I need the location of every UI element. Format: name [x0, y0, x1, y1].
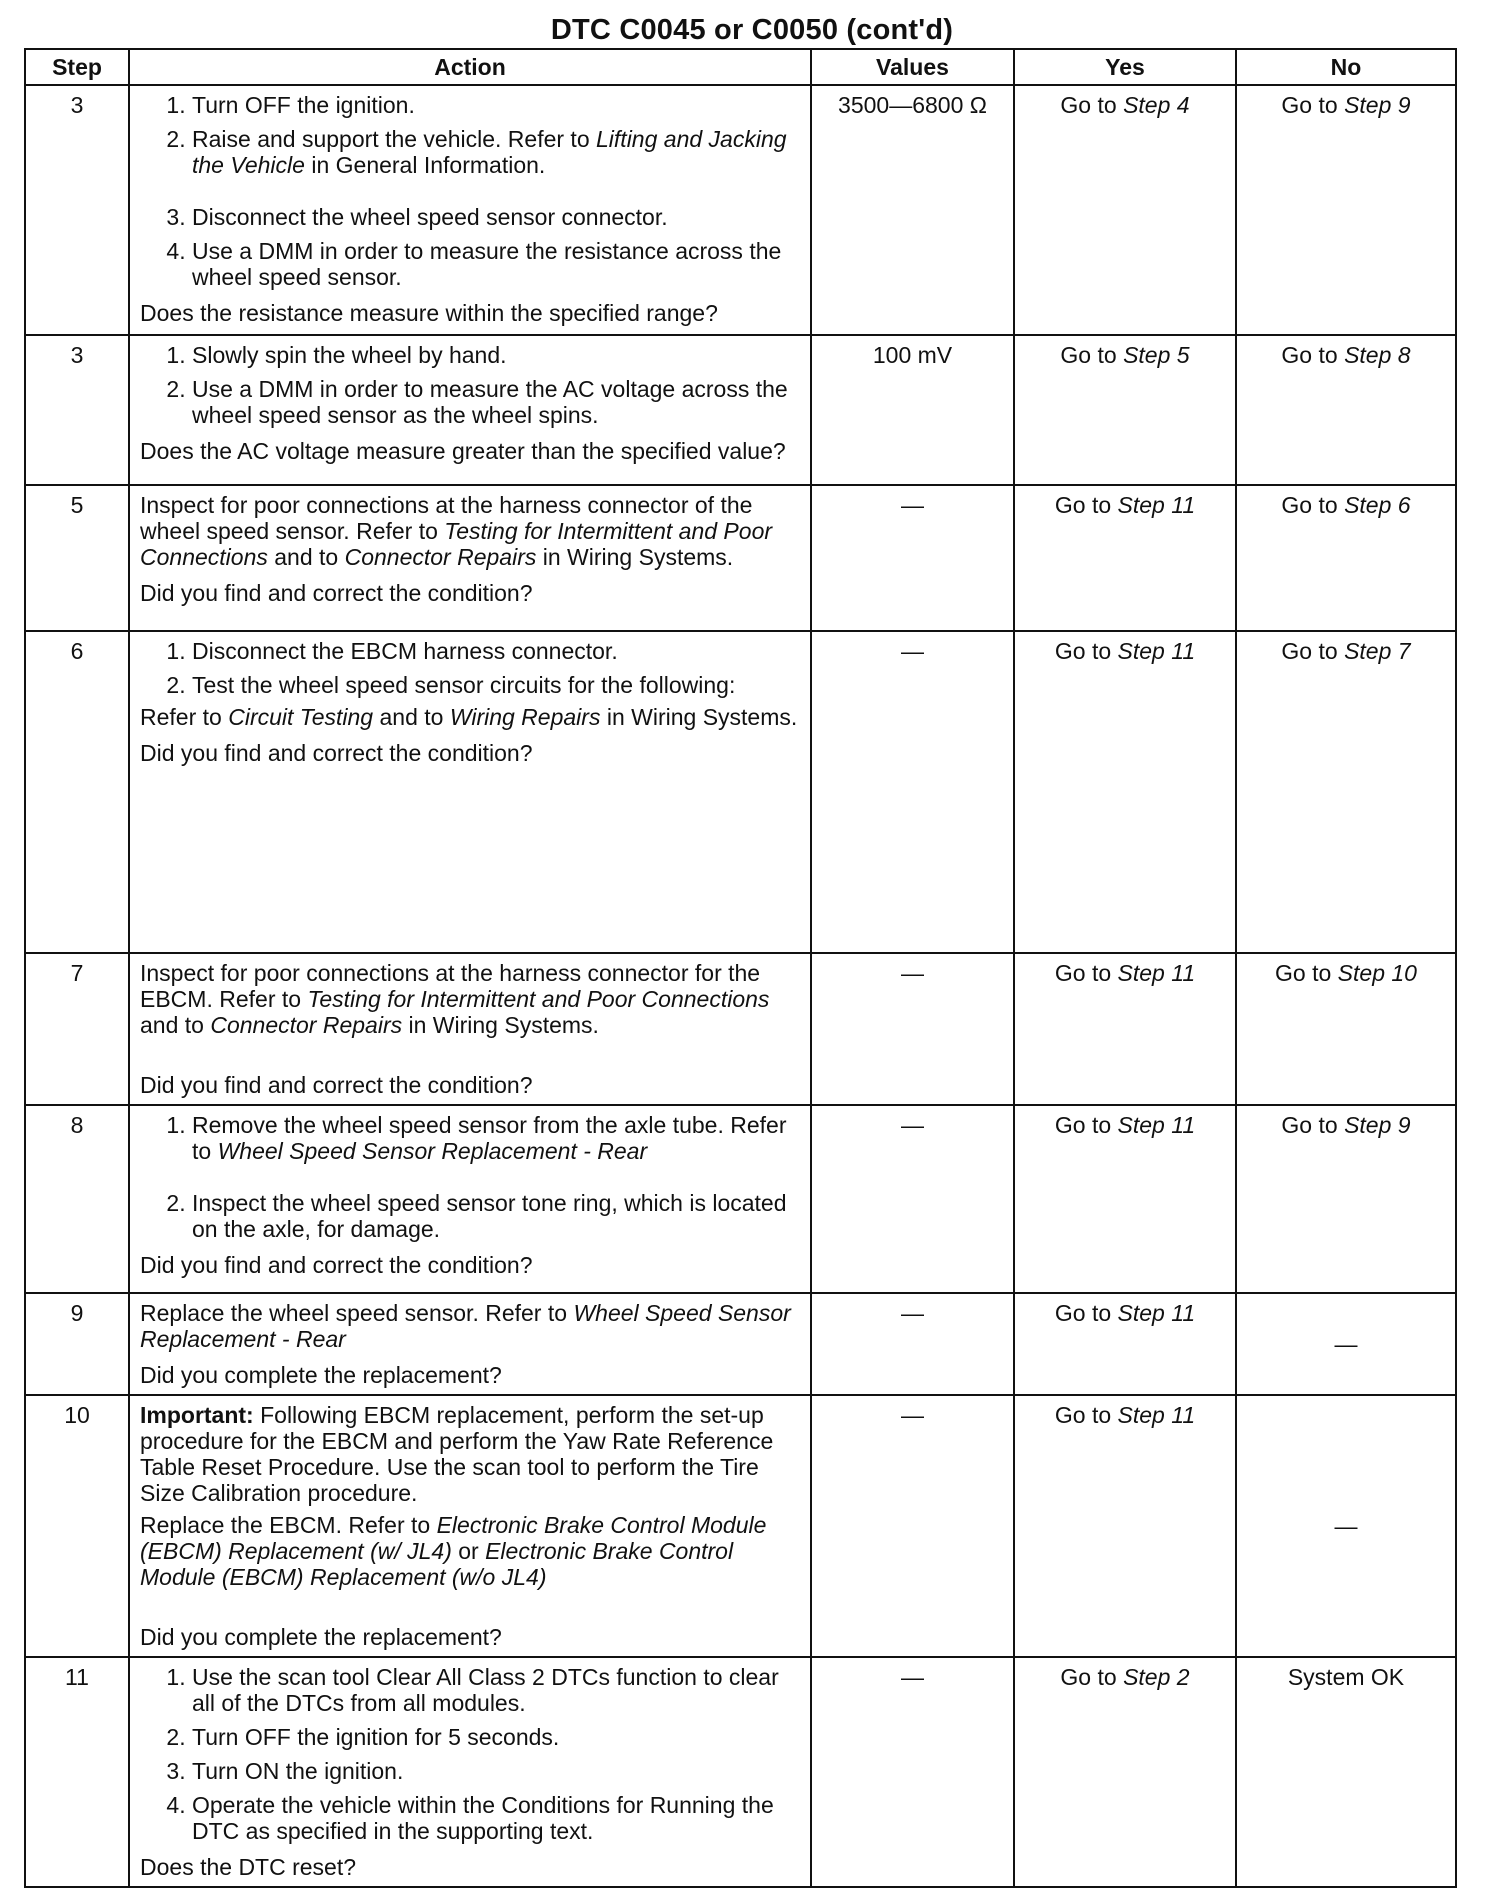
text-segment: and to — [140, 1012, 211, 1038]
goto-step: Step 11 — [1117, 960, 1196, 986]
table-row — [25, 485, 1456, 631]
goto-step: Step 8 — [1344, 342, 1411, 368]
goto-prefix: Go to — [1281, 1112, 1345, 1138]
action-text — [140, 492, 800, 570]
goto-step: Step 11 — [1117, 1300, 1196, 1326]
action-question: Did you complete the replacement? — [140, 1624, 502, 1650]
step-number: 5 — [25, 485, 129, 631]
cross-reference: Wheel Speed Sensor Replacement - Rear — [140, 1300, 791, 1352]
cross-reference: Testing for Intermittent and Poor Connections — [307, 986, 770, 1012]
value-cell: — — [811, 953, 1014, 1105]
step-number: 9 — [25, 1293, 129, 1395]
action-question: Did you find and correct the condition? — [140, 580, 533, 606]
text-segment: in General Information. — [304, 152, 546, 178]
text-segment: Refer to — [140, 704, 229, 730]
table-header-row — [25, 49, 1456, 85]
spacer — [140, 1596, 800, 1614]
goto-step: Step 11 — [1117, 492, 1196, 518]
procedure-item: 1. Slowly spin the wheel by hand. — [192, 342, 800, 368]
table-row — [25, 1657, 1456, 1887]
action-cell — [129, 1293, 811, 1395]
no-cell — [1236, 1293, 1456, 1395]
goto-prefix: Go to — [1060, 1664, 1124, 1690]
procedure-item: 1. Use the scan tool Clear All Class 2 DTCs function to clear all of the DTCs from all modules. — [192, 1664, 800, 1716]
goto-prefix: Go to — [1054, 492, 1118, 518]
goto-step: Step 7 — [1344, 638, 1411, 664]
value-cell: — — [811, 1105, 1014, 1293]
text-segment: and to — [267, 544, 345, 570]
action-question: Does the DTC reset? — [140, 1854, 357, 1880]
step-number: 6 — [25, 631, 129, 953]
goto-prefix: Go to — [1281, 638, 1345, 664]
table-row — [25, 1105, 1456, 1293]
action-cell — [129, 631, 811, 953]
no-cell — [1236, 1657, 1456, 1887]
procedure-item — [192, 126, 800, 196]
column-header-no: No — [1236, 49, 1456, 85]
text-segment: Inspect for poor connections at the harness connector of the wheel speed sensor. Refer to — [140, 492, 753, 544]
column-header-step: Step — [25, 49, 129, 85]
yes-cell — [1014, 1657, 1236, 1887]
action-question: Did you complete the replacement? — [140, 1362, 502, 1388]
cross-reference: Circuit Testing — [228, 704, 374, 730]
no-cell — [1236, 1105, 1456, 1293]
cross-reference: Electronic Brake Control Module (EBCM) Replacement (w/o JL4) — [140, 1538, 734, 1590]
step-number: 10 — [25, 1395, 129, 1657]
text-segment: in Wiring Systems. — [536, 544, 734, 570]
text-segment: and to — [373, 704, 450, 730]
text-segment: Inspect for poor connections at the harness connector for the EBCM. Refer to — [140, 960, 761, 1012]
goto-step: Step 11 — [1117, 638, 1196, 664]
procedure-item: 2. Test the wheel speed sensor circuits for the following: — [192, 672, 800, 698]
action-cell — [129, 1105, 811, 1293]
action-question: Does the AC voltage measure greater than the specified value? — [140, 438, 786, 464]
procedure-list — [140, 1664, 800, 1844]
goto-prefix: Go to — [1281, 342, 1345, 368]
procedure-list — [140, 1112, 800, 1242]
action-text — [140, 1512, 800, 1590]
step-number: 3 — [25, 85, 129, 335]
goto-step: Step 11 — [1117, 1402, 1196, 1428]
goto-prefix: Go to — [1054, 960, 1118, 986]
procedure-item: 2. Turn OFF the ignition for 5 seconds. — [192, 1724, 800, 1750]
goto-prefix: Go to — [1060, 342, 1124, 368]
result-text: — — [1334, 1331, 1358, 1357]
action-question: Did you find and correct the condition? — [140, 1252, 533, 1278]
yes-cell — [1014, 1395, 1236, 1657]
text-segment: Remove the wheel speed sensor from the axle tube. Refer to — [192, 1112, 787, 1164]
goto-step: Step 9 — [1344, 92, 1411, 118]
table-row — [25, 335, 1456, 485]
text-segment: in Wiring Systems. — [402, 1012, 599, 1038]
table-row — [25, 953, 1456, 1105]
result-text: System OK — [1287, 1664, 1405, 1690]
action-cell — [129, 953, 811, 1105]
procedure-item: 4. Operate the vehicle within the Conditions for Running the DTC as specified in the supporting text. — [192, 1792, 800, 1844]
goto-prefix: Go to — [1281, 492, 1345, 518]
step-number: 8 — [25, 1105, 129, 1293]
procedure-list — [140, 92, 800, 290]
step-number: 3 — [25, 335, 129, 485]
important-text: Following EBCM replacement, perform the set-up procedure for the EBCM and perform the Yaw Rate Reference Table Reset Procedure. Use the scan tool to perform the Tire Size Calibration procedure. — [140, 1402, 774, 1506]
action-question: Does the resistance measure within the specified range? — [140, 300, 718, 326]
table-row — [25, 1293, 1456, 1395]
goto-prefix: Go to — [1054, 1112, 1118, 1138]
no-cell — [1236, 953, 1456, 1105]
column-header-action: Action — [129, 49, 811, 85]
goto-prefix: Go to — [1054, 638, 1118, 664]
value-cell: — — [811, 485, 1014, 631]
goto-step: Step 4 — [1123, 92, 1190, 118]
value-cell: 100 mV — [811, 335, 1014, 485]
action-cell — [129, 85, 811, 335]
goto-step: Step 9 — [1344, 1112, 1411, 1138]
page-title: DTC C0045 or C0050 (cont'd) — [550, 14, 954, 46]
table-row — [25, 85, 1456, 335]
action-question: Did you find and correct the condition? — [140, 740, 533, 766]
action-cell — [129, 1657, 811, 1887]
cross-reference: Wheel Speed Sensor Replacement - Rear — [217, 1138, 648, 1164]
procedure-item: 3. Disconnect the wheel speed sensor connector. — [192, 204, 800, 230]
goto-step: Step 10 — [1337, 960, 1417, 986]
value-cell: — — [811, 1293, 1014, 1395]
procedure-list — [140, 638, 800, 698]
value-cell: — — [811, 1657, 1014, 1887]
goto-prefix: Go to — [1275, 960, 1338, 986]
table-row — [25, 1395, 1456, 1657]
no-cell — [1236, 485, 1456, 631]
cross-reference: Electronic Brake Control Module (EBCM) Replacement (w/ JL4) — [140, 1512, 767, 1564]
procedure-item: 4. Use a DMM in order to measure the resistance across the wheel speed sensor. — [192, 238, 800, 290]
procedure-item: 3. Turn ON the ignition. — [192, 1758, 800, 1784]
text-segment: Raise and support the vehicle. Refer to — [192, 126, 597, 152]
column-header-values: Values — [811, 49, 1014, 85]
yes-cell — [1014, 953, 1236, 1105]
cross-reference: Connector Repairs — [210, 1012, 403, 1038]
goto-prefix: Go to — [1281, 92, 1345, 118]
yes-cell — [1014, 631, 1236, 953]
text-segment: or — [451, 1538, 486, 1564]
no-cell — [1236, 1395, 1456, 1657]
no-cell — [1236, 631, 1456, 953]
procedure-item: 1. Turn OFF the ignition. — [192, 92, 800, 118]
step-number: 7 — [25, 953, 129, 1105]
goto-prefix: Go to — [1054, 1300, 1118, 1326]
step-number: 11 — [25, 1657, 129, 1887]
no-cell — [1236, 335, 1456, 485]
procedure-item: 1. Disconnect the EBCM harness connector. — [192, 638, 800, 664]
goto-step: Step 2 — [1123, 1664, 1190, 1690]
procedure-list — [140, 342, 800, 428]
yes-cell — [1014, 1105, 1236, 1293]
procedure-item: 2. Use a DMM in order to measure the AC voltage across the wheel speed sensor as the wheel spins. — [192, 376, 800, 428]
value-cell: — — [811, 631, 1014, 953]
text-segment: in Wiring Systems. — [600, 704, 798, 730]
action-question: Did you find and correct the condition? — [140, 1072, 533, 1098]
action-cell — [129, 485, 811, 631]
yes-cell — [1014, 85, 1236, 335]
cross-reference: Lifting and Jacking the Vehicle — [192, 126, 787, 178]
cross-reference: Wiring Repairs — [449, 704, 601, 730]
important-note — [140, 1402, 800, 1506]
spacer — [192, 1164, 800, 1182]
text-segment: Replace the wheel speed sensor. Refer to — [140, 1300, 574, 1326]
yes-cell — [1014, 335, 1236, 485]
spacer — [140, 1044, 800, 1062]
important-label: Important: — [140, 1402, 254, 1428]
action-text — [140, 960, 800, 1038]
column-header-yes: Yes — [1014, 49, 1236, 85]
no-cell — [1236, 85, 1456, 335]
yes-cell — [1014, 1293, 1236, 1395]
goto-step: Step 6 — [1344, 492, 1411, 518]
result-text: — — [1334, 1513, 1358, 1539]
goto-step: Step 5 — [1123, 342, 1190, 368]
action-text — [140, 704, 800, 730]
cross-reference: Connector Repairs — [344, 544, 537, 570]
action-cell — [129, 1395, 811, 1657]
spacer — [192, 178, 800, 196]
goto-prefix: Go to — [1054, 1402, 1118, 1428]
action-text — [140, 1300, 800, 1352]
procedure-item — [192, 1112, 800, 1182]
procedure-item: 2. Inspect the wheel speed sensor tone ring, which is located on the axle, for damage. — [192, 1190, 800, 1242]
diagnostic-table — [24, 48, 1457, 1888]
goto-step: Step 11 — [1117, 1112, 1196, 1138]
cross-reference: Testing for Intermittent and Poor Connections — [140, 518, 773, 570]
action-cell — [129, 335, 811, 485]
yes-cell — [1014, 485, 1236, 631]
text-segment: Replace the EBCM. Refer to — [140, 1512, 437, 1538]
value-cell: — — [811, 1395, 1014, 1657]
table-row — [25, 631, 1456, 953]
value-cell: 3500—6800 Ω — [811, 85, 1014, 335]
goto-prefix: Go to — [1060, 92, 1124, 118]
